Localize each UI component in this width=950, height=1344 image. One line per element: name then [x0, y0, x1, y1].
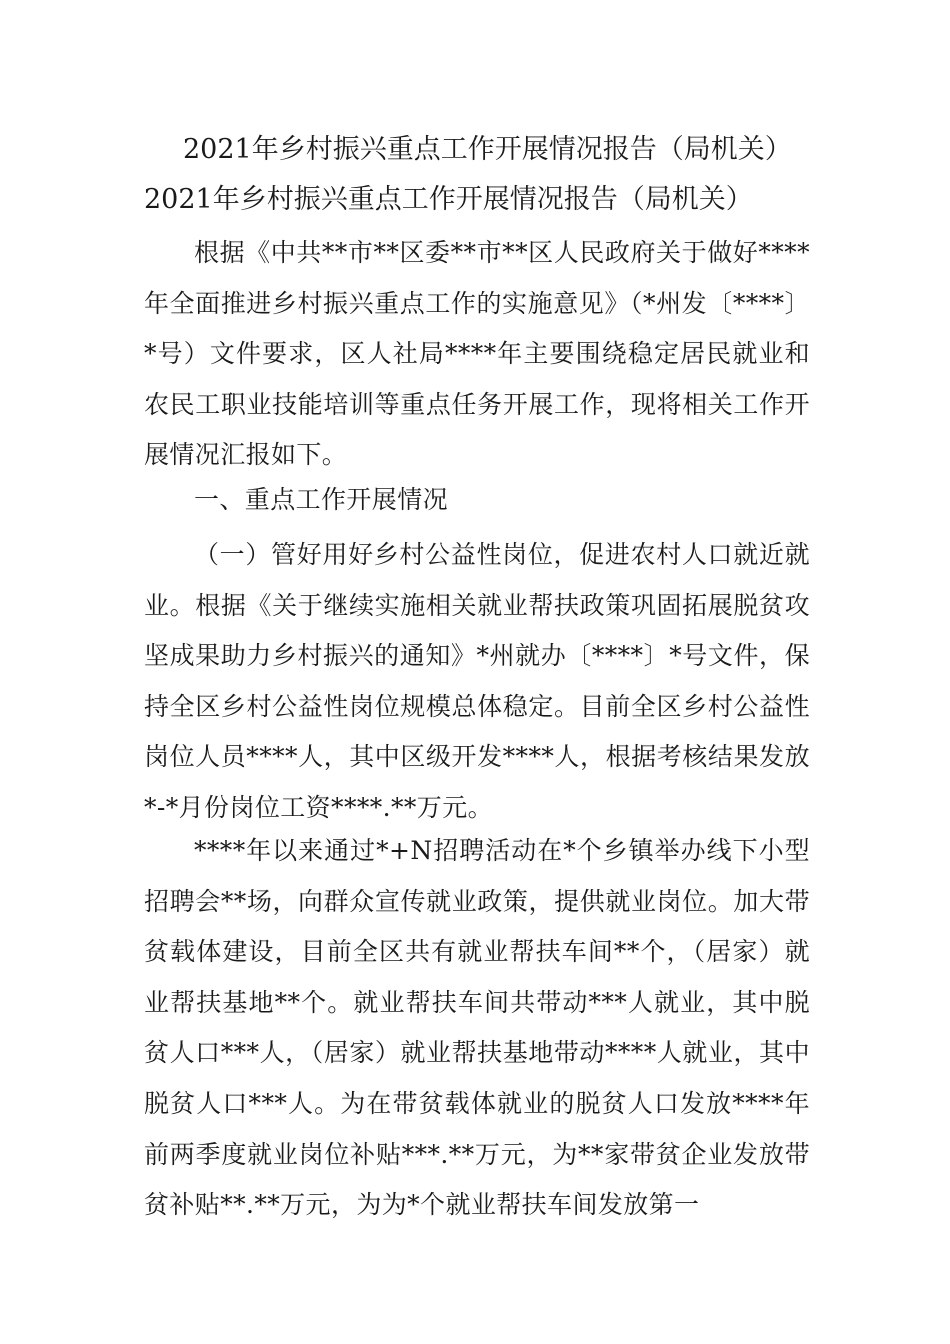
subsection-paragraph: （一）管好用好乡村公益性岗位，促进农村人口就近就业。根据《关于继续实施相关就业帮扶政策巩固拓展脱贫攻坚成果助力乡村振兴的通知》*州就办〔****〕*号文件，保持全区乡村公益性岗位规模总体稳定。目前全区乡村公益性岗位人员****人，其中区级开发****人，根据考核结果发放*-*月份岗位工资****.**万元。 — [144, 540, 810, 822]
body-paragraph: ****年以来通过*+N招聘活动在*个乡镇举办线下小型招聘会**场，向群众宣传就业政策，提供就业岗位。加大带贫载体建设，目前全区共有就业帮扶车间**个，（居家）就业帮扶基地**个。就业帮扶车间共带动***人就业，其中脱贫人口***人，（居家）就业帮扶基地带动****人就业，其中脱贫人口***人。为在带贫载体就业的脱贫人口发放****年前两季度就业岗位补贴***.**万元，为**家带贫企业发放带贫补贴**.**万元，为为*个就业帮扶车间发放第一 — [144, 836, 810, 1220]
document-title-repeat: 2021年乡村振兴重点工作开展情况报告（局机关） — [144, 184, 753, 215]
intro-paragraph: 根据《中共**市**区委**市**区人民政府关于做好****年全面推进乡村振兴重点工作的实施意见》（*州发〔****〕*号）文件要求，区人社局****年主要围绕稳定居民就业和农民工职业技能培训等重点任务开展工作，现将相关工作开展情况汇报如下。 — [144, 238, 810, 470]
document-title: 2021年乡村振兴重点工作开展情况报告（局机关） — [183, 134, 792, 165]
section-heading: 一、重点工作开展情况 — [194, 485, 449, 514]
